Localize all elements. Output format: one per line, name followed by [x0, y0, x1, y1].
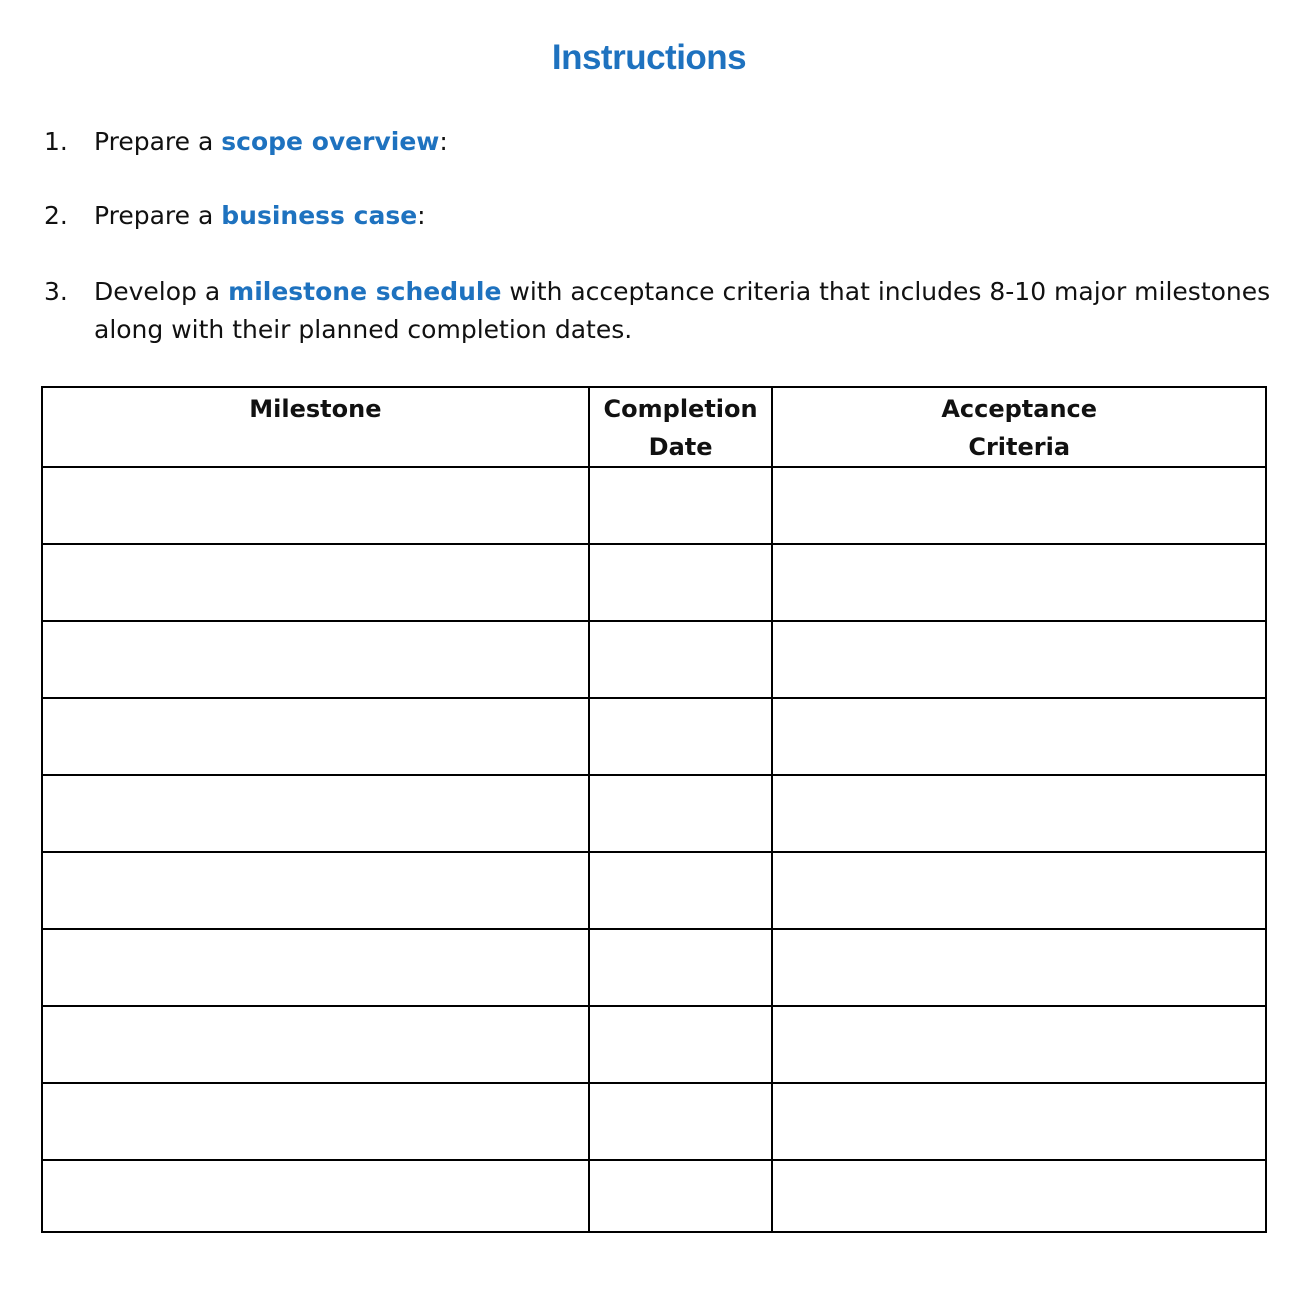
header-milestone-label: Milestone [249, 395, 382, 423]
milestone-cell[interactable] [42, 467, 589, 544]
table-row [42, 1083, 1266, 1160]
completion-date-cell[interactable] [589, 929, 773, 1006]
instruction-step-1 [44, 123, 1274, 161]
completion-date-cell[interactable] [589, 467, 773, 544]
completion-date-cell[interactable] [589, 1160, 773, 1232]
table-row [42, 929, 1266, 1006]
step-text-post: : [439, 127, 448, 156]
header-milestone [42, 387, 589, 467]
instruction-step-2 [44, 197, 1274, 235]
milestone-cell[interactable] [42, 929, 589, 1006]
step-number: 3. [44, 277, 68, 306]
header-completion-line2: Date [648, 433, 713, 461]
step-text-pre: Prepare a [94, 127, 222, 156]
acceptance-criteria-cell[interactable] [772, 698, 1266, 775]
acceptance-criteria-cell[interactable] [772, 1083, 1266, 1160]
acceptance-criteria-cell[interactable] [772, 1160, 1266, 1232]
table-row [42, 1006, 1266, 1083]
step-text [94, 197, 1274, 235]
acceptance-criteria-cell[interactable] [772, 1006, 1266, 1083]
table-row [42, 467, 1266, 544]
milestone-cell[interactable] [42, 1006, 589, 1083]
milestone-cell[interactable] [42, 1083, 589, 1160]
milestone-table [41, 386, 1267, 1233]
page-title: Instructions [551, 38, 747, 77]
milestone-cell[interactable] [42, 852, 589, 929]
header-acceptance-line1: Acceptance [941, 395, 1098, 423]
header-completion-line1: Completion [603, 395, 758, 423]
step-text-pre: Develop a [94, 277, 229, 306]
acceptance-criteria-cell[interactable] [772, 544, 1266, 621]
step-text-pre: Prepare a [94, 201, 222, 230]
table-row [42, 544, 1266, 621]
acceptance-criteria-cell[interactable] [772, 467, 1266, 544]
step-text [94, 273, 1274, 349]
table-row [42, 1160, 1266, 1232]
milestone-cell[interactable] [42, 1160, 589, 1232]
milestone-cell[interactable] [42, 775, 589, 852]
table-row [42, 621, 1266, 698]
acceptance-criteria-cell[interactable] [772, 775, 1266, 852]
instruction-step-3 [44, 273, 1274, 349]
table-row [42, 852, 1266, 929]
completion-date-cell[interactable] [589, 775, 773, 852]
header-completion-date [589, 387, 773, 467]
step-highlight: business case [221, 201, 418, 230]
step-text-post: : [417, 201, 426, 230]
acceptance-criteria-cell[interactable] [772, 852, 1266, 929]
table-row [42, 775, 1266, 852]
completion-date-cell[interactable] [589, 544, 773, 621]
step-highlight: milestone schedule [228, 277, 502, 306]
milestone-cell[interactable] [42, 544, 589, 621]
completion-date-cell[interactable] [589, 852, 773, 929]
step-number: 2. [44, 201, 68, 230]
step-text [94, 123, 1274, 161]
step-highlight: scope overview [221, 127, 440, 156]
completion-date-cell[interactable] [589, 1083, 773, 1160]
table-header-row [42, 387, 1266, 467]
acceptance-criteria-cell[interactable] [772, 621, 1266, 698]
header-acceptance-line2: Criteria [968, 433, 1071, 461]
completion-date-cell[interactable] [589, 621, 773, 698]
header-acceptance-criteria [772, 387, 1266, 467]
table-row [42, 698, 1266, 775]
completion-date-cell[interactable] [589, 698, 773, 775]
step-text-post: with acceptance criteria that includes 8-10 major milestones along with their planned completion dates. [94, 277, 1271, 344]
milestone-cell[interactable] [42, 698, 589, 775]
acceptance-criteria-cell[interactable] [772, 929, 1266, 1006]
completion-date-cell[interactable] [589, 1006, 773, 1083]
milestone-cell[interactable] [42, 621, 589, 698]
step-number: 1. [44, 127, 68, 156]
